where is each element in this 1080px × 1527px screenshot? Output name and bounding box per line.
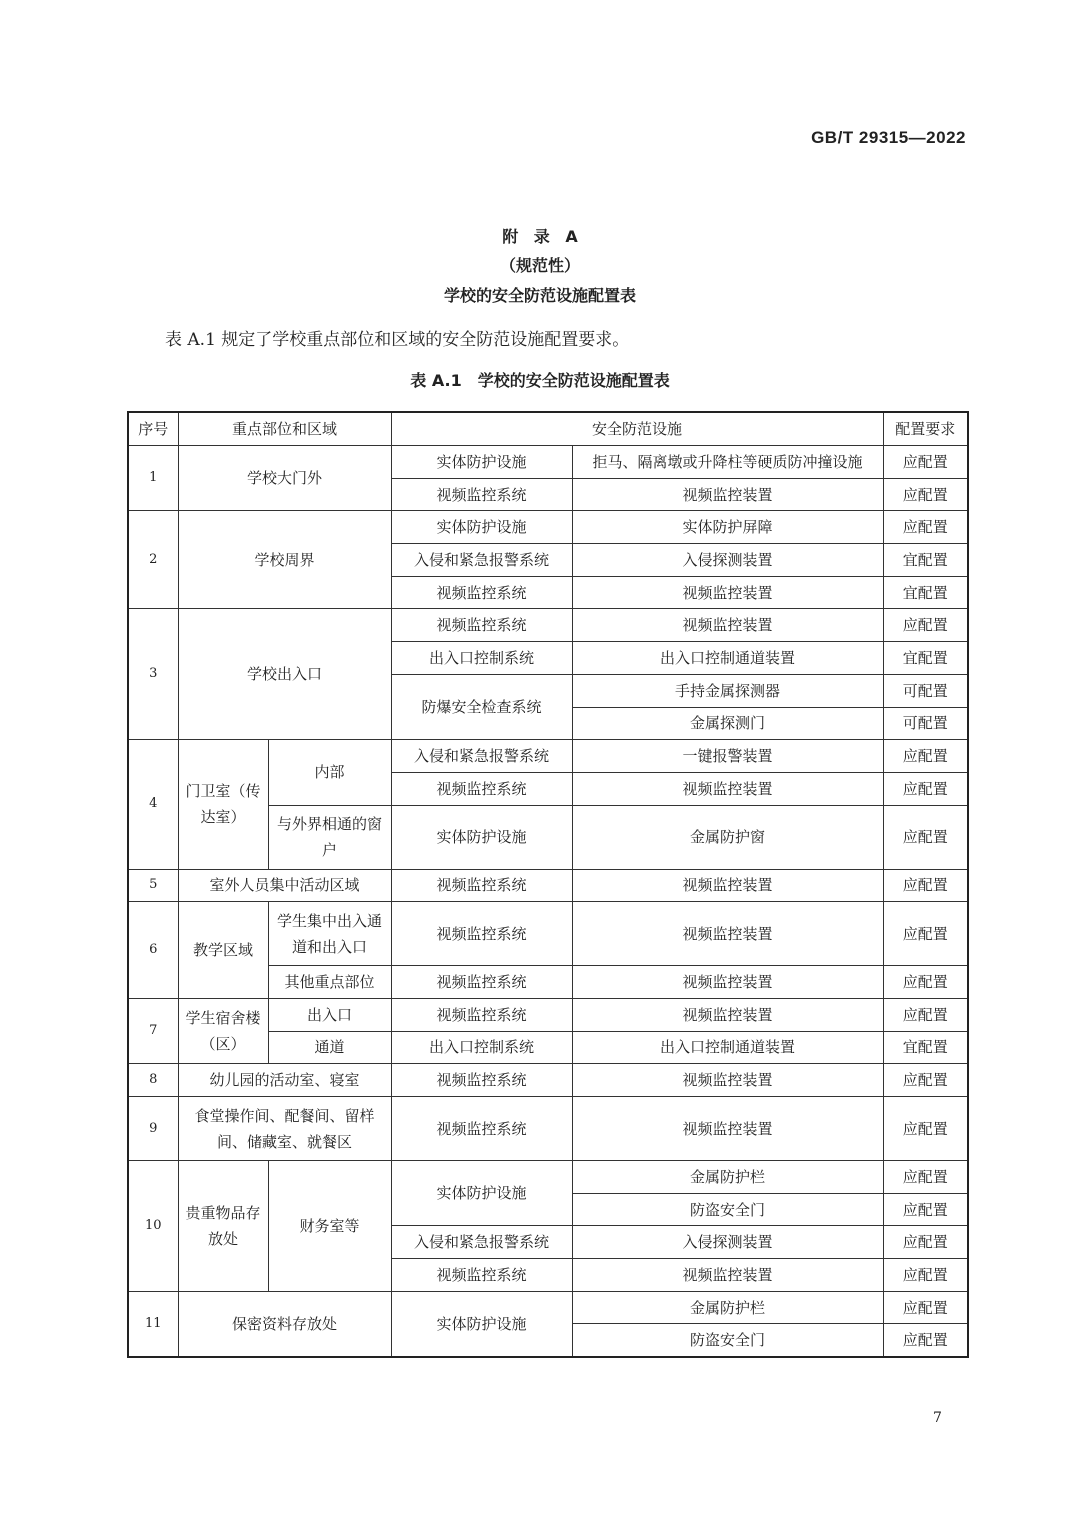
- system-cell: 入侵和紧急报警系统: [391, 1226, 572, 1259]
- device-cell: 出入口控制通道装置: [572, 642, 883, 675]
- device-cell: 视频监控装置: [572, 772, 883, 805]
- requirement-cell: 可配置: [883, 707, 968, 740]
- system-cell: 入侵和紧急报警系统: [391, 740, 572, 773]
- requirement-cell: 应配置: [883, 1291, 968, 1324]
- row-number: 11: [128, 1291, 178, 1356]
- row-number: 9: [128, 1097, 178, 1161]
- device-cell: 金属防护栏: [572, 1291, 883, 1324]
- sub-area-cell: 学生集中出入通道和出入口: [268, 902, 391, 966]
- device-cell: 视频监控装置: [572, 478, 883, 511]
- system-cell: 视频监控系统: [391, 609, 572, 642]
- system-cell: 实体防护设施: [391, 805, 572, 869]
- table-row: [128, 998, 968, 1031]
- table-header-row: [128, 412, 968, 446]
- system-cell: 视频监控系统: [391, 869, 572, 902]
- device-cell: 视频监控装置: [572, 1097, 883, 1161]
- area-cell: 学校周界: [178, 511, 391, 609]
- system-cell: 视频监控系统: [391, 1097, 572, 1161]
- device-cell: 一键报警装置: [572, 740, 883, 773]
- requirement-cell: 应配置: [883, 966, 968, 999]
- intro-paragraph: 表 A.1 规定了学校重点部位和区域的安全防范设施配置要求。: [165, 330, 630, 350]
- row-number: 3: [128, 609, 178, 740]
- area-cell: 教学区域: [178, 902, 268, 999]
- row-number: 5: [128, 869, 178, 902]
- sub-area-cell: 通道: [268, 1031, 391, 1064]
- requirement-cell: 宜配置: [883, 642, 968, 675]
- row-number: 1: [128, 446, 178, 511]
- sub-area-cell: 与外界相通的窗户: [268, 805, 391, 869]
- device-cell: 视频监控装置: [572, 1064, 883, 1097]
- table-row: [128, 902, 968, 966]
- requirement-cell: 应配置: [883, 478, 968, 511]
- requirement-cell: 宜配置: [883, 576, 968, 609]
- requirement-cell: 应配置: [883, 740, 968, 773]
- area-cell: 贵重物品存放处: [178, 1161, 268, 1292]
- requirement-cell: 应配置: [883, 1161, 968, 1194]
- device-cell: 视频监控装置: [572, 1259, 883, 1292]
- table-row: [128, 511, 968, 544]
- sub-area-cell: 财务室等: [268, 1161, 391, 1292]
- system-cell: 视频监控系统: [391, 998, 572, 1031]
- system-cell: 实体防护设施: [391, 511, 572, 544]
- system-cell: 防爆安全检查系统: [391, 674, 572, 739]
- header-area: 重点部位和区域: [178, 412, 391, 446]
- system-cell: 出入口控制系统: [391, 642, 572, 675]
- device-cell: 拒马、隔离墩或升降柱等硬质防冲撞设施: [572, 446, 883, 479]
- area-cell: 学校出入口: [178, 609, 391, 740]
- system-cell: 视频监控系统: [391, 1064, 572, 1097]
- table-row: [128, 1064, 968, 1097]
- row-number: 2: [128, 511, 178, 609]
- header-facility: 安全防范设施: [391, 412, 883, 446]
- system-cell: 实体防护设施: [391, 446, 572, 479]
- row-number: 8: [128, 1064, 178, 1097]
- system-cell: 实体防护设施: [391, 1291, 572, 1356]
- device-cell: 视频监控装置: [572, 869, 883, 902]
- device-cell: 视频监控装置: [572, 609, 883, 642]
- page-number: 7: [933, 1410, 942, 1426]
- device-cell: 视频监控装置: [572, 998, 883, 1031]
- device-cell: 视频监控装置: [572, 902, 883, 966]
- device-cell: 出入口控制通道装置: [572, 1031, 883, 1064]
- requirement-cell: 应配置: [883, 446, 968, 479]
- requirement-cell: 宜配置: [883, 544, 968, 577]
- system-cell: 视频监控系统: [391, 1259, 572, 1292]
- header-requirement: 配置要求: [883, 412, 968, 446]
- device-cell: 入侵探测装置: [572, 544, 883, 577]
- requirement-cell: 应配置: [883, 1097, 968, 1161]
- requirement-cell: 应配置: [883, 805, 968, 869]
- requirement-cell: 宜配置: [883, 1031, 968, 1064]
- device-cell: 金属防护栏: [572, 1161, 883, 1194]
- facility-table: [127, 411, 969, 1358]
- area-cell: 学生宿舍楼（区）: [178, 998, 268, 1063]
- area-cell: 食堂操作间、配餐间、留样间、储藏室、就餐区: [178, 1097, 391, 1161]
- requirement-cell: 应配置: [883, 1226, 968, 1259]
- row-number: 7: [128, 998, 178, 1063]
- sub-area-cell: 其他重点部位: [268, 966, 391, 999]
- requirement-cell: 应配置: [883, 998, 968, 1031]
- device-cell: 入侵探测装置: [572, 1226, 883, 1259]
- requirement-cell: 应配置: [883, 869, 968, 902]
- system-cell: 入侵和紧急报警系统: [391, 544, 572, 577]
- sub-area-cell: 出入口: [268, 998, 391, 1031]
- requirement-cell: 可配置: [883, 674, 968, 707]
- table-row: [128, 740, 968, 773]
- device-cell: 防盗安全门: [572, 1324, 883, 1357]
- area-cell: 保密资料存放处: [178, 1291, 391, 1356]
- row-number: 4: [128, 740, 178, 869]
- system-cell: 出入口控制系统: [391, 1031, 572, 1064]
- device-cell: 手持金属探测器: [572, 674, 883, 707]
- requirement-cell: 应配置: [883, 1259, 968, 1292]
- table-row: [128, 1097, 968, 1161]
- area-cell: 室外人员集中活动区域: [178, 869, 391, 902]
- appendix-title: 学校的安全防范设施配置表: [443, 286, 636, 305]
- device-cell: 视频监控装置: [572, 576, 883, 609]
- appendix-heading: 附 录 A: [502, 227, 578, 246]
- device-cell: 金属防护窗: [572, 805, 883, 869]
- table-caption: 表 A.1 学校的安全防范设施配置表: [410, 371, 670, 390]
- requirement-cell: 应配置: [883, 1064, 968, 1097]
- row-number: 10: [128, 1161, 178, 1292]
- appendix-nature: （规范性）: [499, 256, 580, 275]
- system-cell: 视频监控系统: [391, 478, 572, 511]
- requirement-cell: 应配置: [883, 511, 968, 544]
- device-cell: 金属探测门: [572, 707, 883, 740]
- system-cell: 视频监控系统: [391, 772, 572, 805]
- requirement-cell: 应配置: [883, 1193, 968, 1226]
- table-row: [128, 1291, 968, 1324]
- requirement-cell: 应配置: [883, 902, 968, 966]
- requirement-cell: 应配置: [883, 1324, 968, 1357]
- system-cell: 视频监控系统: [391, 576, 572, 609]
- system-cell: 视频监控系统: [391, 902, 572, 966]
- sub-area-cell: 内部: [268, 740, 391, 805]
- device-cell: 防盗安全门: [572, 1193, 883, 1226]
- system-cell: 视频监控系统: [391, 966, 572, 999]
- system-cell: 实体防护设施: [391, 1161, 572, 1226]
- area-cell: 门卫室（传达室）: [178, 740, 268, 869]
- device-cell: 实体防护屏障: [572, 511, 883, 544]
- requirement-cell: 应配置: [883, 772, 968, 805]
- table-row: [128, 1161, 968, 1194]
- requirement-cell: 应配置: [883, 609, 968, 642]
- table-row: [128, 869, 968, 902]
- area-cell: 学校大门外: [178, 446, 391, 511]
- table-row: [128, 446, 968, 479]
- area-cell: 幼儿园的活动室、寝室: [178, 1064, 391, 1097]
- standard-code: GB/T 29315—2022: [811, 128, 966, 147]
- device-cell: 视频监控装置: [572, 966, 883, 999]
- table-row: [128, 609, 968, 642]
- row-number: 6: [128, 902, 178, 999]
- header-no: 序号: [128, 412, 178, 446]
